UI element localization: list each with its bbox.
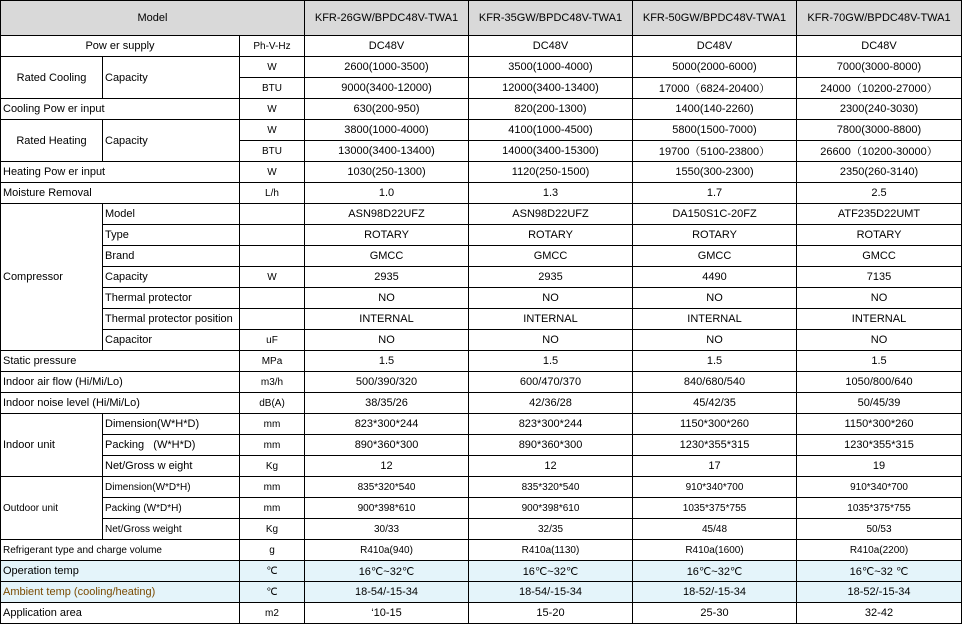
cell-value: 16℃~32 ℃: [797, 561, 962, 582]
row-label: Ambient temp (cooling/heating): [1, 582, 240, 603]
cell-value: 910*340*700: [797, 477, 962, 498]
cell-value: 600/470/370: [469, 372, 633, 393]
cell-value: 890*360*300: [469, 435, 633, 456]
table-row: [1, 561, 962, 582]
cell-value: 1.5: [305, 351, 469, 372]
cell-value: 12: [305, 456, 469, 477]
table-row: [1, 477, 962, 498]
table-row: [1, 519, 962, 540]
cell-value: 16℃~32℃: [633, 561, 797, 582]
table-row: [1, 183, 962, 204]
table-row: [1, 414, 962, 435]
cell-value: 1150*300*260: [797, 414, 962, 435]
cell-value: 2935: [305, 267, 469, 288]
cell-value: GMCC: [633, 246, 797, 267]
row-unit: mm: [240, 498, 305, 519]
table-row: [1, 393, 962, 414]
row-label: Dimension(W*H*D): [103, 414, 240, 435]
row-label: Packing (W*D*H): [103, 498, 240, 519]
cell-value: ATF235D22UMT: [797, 204, 962, 225]
cell-value: ASN98D22UFZ: [305, 204, 469, 225]
group-label: Compressor: [1, 204, 103, 351]
table-row: [1, 162, 962, 183]
cell-value: DA150S1C-20FZ: [633, 204, 797, 225]
cell-value: 45/48: [633, 519, 797, 540]
cell-value: 5800(1500-7000): [633, 120, 797, 141]
table-row: [1, 246, 962, 267]
row-unit: g: [240, 540, 305, 561]
row-label: Capacity: [103, 57, 240, 99]
cell-value: 835*320*540: [305, 477, 469, 498]
row-label: Type: [103, 225, 240, 246]
cell-value: NO: [633, 288, 797, 309]
cell-value: 2935: [469, 267, 633, 288]
cell-value: NO: [797, 288, 962, 309]
cell-value: 835*320*540: [469, 477, 633, 498]
row-label: Thermal protector: [103, 288, 240, 309]
row-label: Thermal protector position: [103, 309, 240, 330]
cell-value: 7135: [797, 267, 962, 288]
row-unit: W: [240, 57, 305, 78]
cell-value: GMCC: [305, 246, 469, 267]
cell-value: NO: [469, 288, 633, 309]
cell-value: 1.3: [469, 183, 633, 204]
cell-value: 32/35: [469, 519, 633, 540]
cell-value: 1030(250-1300): [305, 162, 469, 183]
cell-value: 1550(300-2300): [633, 162, 797, 183]
row-label: Indoor noise level (Hi/Mi/Lo): [1, 393, 240, 414]
table-row: [1, 456, 962, 477]
cell-value: 900*398*610: [305, 498, 469, 519]
row-unit: Kg: [240, 519, 305, 540]
cell-value: R410a(1130): [469, 540, 633, 561]
header-row: [1, 1, 962, 36]
model-column-header: KFR-50GW/BPDC48V-TWA1: [633, 1, 797, 36]
cell-value: NO: [797, 330, 962, 351]
cell-value: DC48V: [305, 36, 469, 57]
row-unit: W: [240, 99, 305, 120]
cell-value: 2600(1000-3500): [305, 57, 469, 78]
cell-value: 32-42: [797, 603, 962, 624]
cell-value: 1.5: [469, 351, 633, 372]
cell-value: 16℃~32℃: [469, 561, 633, 582]
cell-value: R410a(1600): [633, 540, 797, 561]
cell-value: 1050/800/640: [797, 372, 962, 393]
cell-value: 19700（5100-23800）: [633, 141, 797, 162]
cell-value: 1.5: [797, 351, 962, 372]
row-unit: Ph-V-Hz: [240, 36, 305, 57]
row-unit: mm: [240, 435, 305, 456]
row-unit: ℃: [240, 582, 305, 603]
cell-value: 840/680/540: [633, 372, 797, 393]
cell-value: INTERNAL: [305, 309, 469, 330]
cell-value: ROTARY: [469, 225, 633, 246]
row-unit: mm: [240, 477, 305, 498]
cell-value: 18-54/-15-34: [305, 582, 469, 603]
cell-value: 1035*375*755: [797, 498, 962, 519]
table-row: [1, 582, 962, 603]
cell-value: 9000(3400-12000): [305, 78, 469, 99]
cell-value: 900*398*610: [469, 498, 633, 519]
cell-value: 18-54/-15-34: [469, 582, 633, 603]
cell-value: 1.5: [633, 351, 797, 372]
cell-value: 12: [469, 456, 633, 477]
cell-value: R410a(940): [305, 540, 469, 561]
row-label: Refrigerant type and charge volume: [1, 540, 240, 561]
cell-value: 17: [633, 456, 797, 477]
cell-value: 1230*355*315: [633, 435, 797, 456]
row-unit: m2: [240, 603, 305, 624]
group-label: Indoor unit: [1, 414, 103, 477]
cell-value: DC48V: [469, 36, 633, 57]
row-label: Capacity: [103, 267, 240, 288]
cell-value: 42/36/28: [469, 393, 633, 414]
row-label: Packing (W*H*D): [103, 435, 240, 456]
table-row: [1, 267, 962, 288]
row-label: Dimension(W*D*H): [103, 477, 240, 498]
row-label: Model: [103, 204, 240, 225]
cell-value: 910*340*700: [633, 477, 797, 498]
row-unit: BTU: [240, 78, 305, 99]
model-column-header: KFR-35GW/BPDC48V-TWA1: [469, 1, 633, 36]
row-label: Indoor air flow (Hi/Mi/Lo): [1, 372, 240, 393]
row-unit: MPa: [240, 351, 305, 372]
cell-value: 4490: [633, 267, 797, 288]
table-row: [1, 36, 962, 57]
row-label: Capacity: [103, 120, 240, 162]
row-unit: L/h: [240, 183, 305, 204]
cell-value: 26600（10200-30000）: [797, 141, 962, 162]
cell-value: R410a(2200): [797, 540, 962, 561]
cell-value: 2.5: [797, 183, 962, 204]
table-row: [1, 99, 962, 120]
cell-value: INTERNAL: [633, 309, 797, 330]
cell-value: 17000（6824-20400）: [633, 78, 797, 99]
row-unit: [240, 204, 305, 225]
row-unit: uF: [240, 330, 305, 351]
table-row: [1, 540, 962, 561]
row-label: Heating Pow er input: [1, 162, 240, 183]
cell-value: 1150*300*260: [633, 414, 797, 435]
cell-value: 4100(1000-4500): [469, 120, 633, 141]
cell-value: INTERNAL: [469, 309, 633, 330]
cell-value: 823*300*244: [305, 414, 469, 435]
cell-value: 630(200-950): [305, 99, 469, 120]
cell-value: 7800(3000-8800): [797, 120, 962, 141]
table-row: [1, 204, 962, 225]
cell-value: 12000(3400-13400): [469, 78, 633, 99]
group-label: Rated Heating: [1, 120, 103, 162]
cell-value: 50/45/39: [797, 393, 962, 414]
cell-value: 1120(250-1500): [469, 162, 633, 183]
row-unit: mm: [240, 414, 305, 435]
row-label: Capacitor: [103, 330, 240, 351]
cell-value: ASN98D22UFZ: [469, 204, 633, 225]
cell-value: 24000（10200-27000）: [797, 78, 962, 99]
cell-value: 45/42/35: [633, 393, 797, 414]
cell-value: GMCC: [797, 246, 962, 267]
cell-value: GMCC: [469, 246, 633, 267]
row-unit: W: [240, 120, 305, 141]
table-row: [1, 288, 962, 309]
row-unit: Kg: [240, 456, 305, 477]
cell-value: 18-52/-15-34: [633, 582, 797, 603]
table-row: [1, 603, 962, 624]
cell-value: ROTARY: [305, 225, 469, 246]
row-unit: [240, 225, 305, 246]
row-label: Static pressure: [1, 351, 240, 372]
row-label: Cooling Pow er input: [1, 99, 240, 120]
cell-value: 1.0: [305, 183, 469, 204]
cell-value: 1035*375*755: [633, 498, 797, 519]
cell-value: 823*300*244: [469, 414, 633, 435]
row-unit: [240, 246, 305, 267]
group-label: Outdoor unit: [1, 477, 103, 540]
table-row: [1, 498, 962, 519]
cell-value: 15-20: [469, 603, 633, 624]
cell-value: NO: [469, 330, 633, 351]
row-label: Pow er supply: [1, 36, 240, 57]
table-row: [1, 57, 962, 78]
table-row: [1, 351, 962, 372]
cell-value: DC48V: [797, 36, 962, 57]
model-column-header: KFR-26GW/BPDC48V-TWA1: [305, 1, 469, 36]
cell-value: 3800(1000-4000): [305, 120, 469, 141]
cell-value: 5000(2000-6000): [633, 57, 797, 78]
table-row: [1, 330, 962, 351]
cell-value: NO: [633, 330, 797, 351]
cell-value: 14000(3400-15300): [469, 141, 633, 162]
cell-value: ROTARY: [797, 225, 962, 246]
cell-value: 1400(140-2260): [633, 99, 797, 120]
cell-value: ROTARY: [633, 225, 797, 246]
row-unit: [240, 288, 305, 309]
row-unit: m3/h: [240, 372, 305, 393]
model-column-header: KFR-70GW/BPDC48V-TWA1: [797, 1, 962, 36]
cell-value: 38/35/26: [305, 393, 469, 414]
row-label: Net/Gross w eight: [103, 456, 240, 477]
cell-value: 50/53: [797, 519, 962, 540]
cell-value: 16℃~32℃: [305, 561, 469, 582]
cell-value: 19: [797, 456, 962, 477]
table-row: [1, 225, 962, 246]
cell-value: NO: [305, 288, 469, 309]
cell-value: 13000(3400-13400): [305, 141, 469, 162]
row-label: Brand: [103, 246, 240, 267]
model-header: Model: [1, 1, 305, 36]
row-label: Operation temp: [1, 561, 240, 582]
row-unit: W: [240, 267, 305, 288]
table-row: [1, 309, 962, 330]
cell-value: 25-30: [633, 603, 797, 624]
group-label: Rated Cooling: [1, 57, 103, 99]
cell-value: 1230*355*315: [797, 435, 962, 456]
cell-value: 890*360*300: [305, 435, 469, 456]
row-label: Moisture Removal: [1, 183, 240, 204]
table-row: [1, 435, 962, 456]
row-unit: ℃: [240, 561, 305, 582]
cell-value: 7000(3000-8000): [797, 57, 962, 78]
row-unit: W: [240, 162, 305, 183]
cell-value: DC48V: [633, 36, 797, 57]
cell-value: 1.7: [633, 183, 797, 204]
cell-value: 30/33: [305, 519, 469, 540]
cell-value: 500/390/320: [305, 372, 469, 393]
table-row: [1, 120, 962, 141]
row-label: Net/Gross weight: [103, 519, 240, 540]
row-label: Application area: [1, 603, 240, 624]
cell-value: ‘10-15: [305, 603, 469, 624]
cell-value: INTERNAL: [797, 309, 962, 330]
cell-value: NO: [305, 330, 469, 351]
row-unit: BTU: [240, 141, 305, 162]
cell-value: 2350(260-3140): [797, 162, 962, 183]
cell-value: 18-52/-15-34: [797, 582, 962, 603]
cell-value: 3500(1000-4000): [469, 57, 633, 78]
cell-value: 2300(240-3030): [797, 99, 962, 120]
table-row: [1, 372, 962, 393]
row-unit: dB(A): [240, 393, 305, 414]
cell-value: 820(200-1300): [469, 99, 633, 120]
row-unit: [240, 309, 305, 330]
